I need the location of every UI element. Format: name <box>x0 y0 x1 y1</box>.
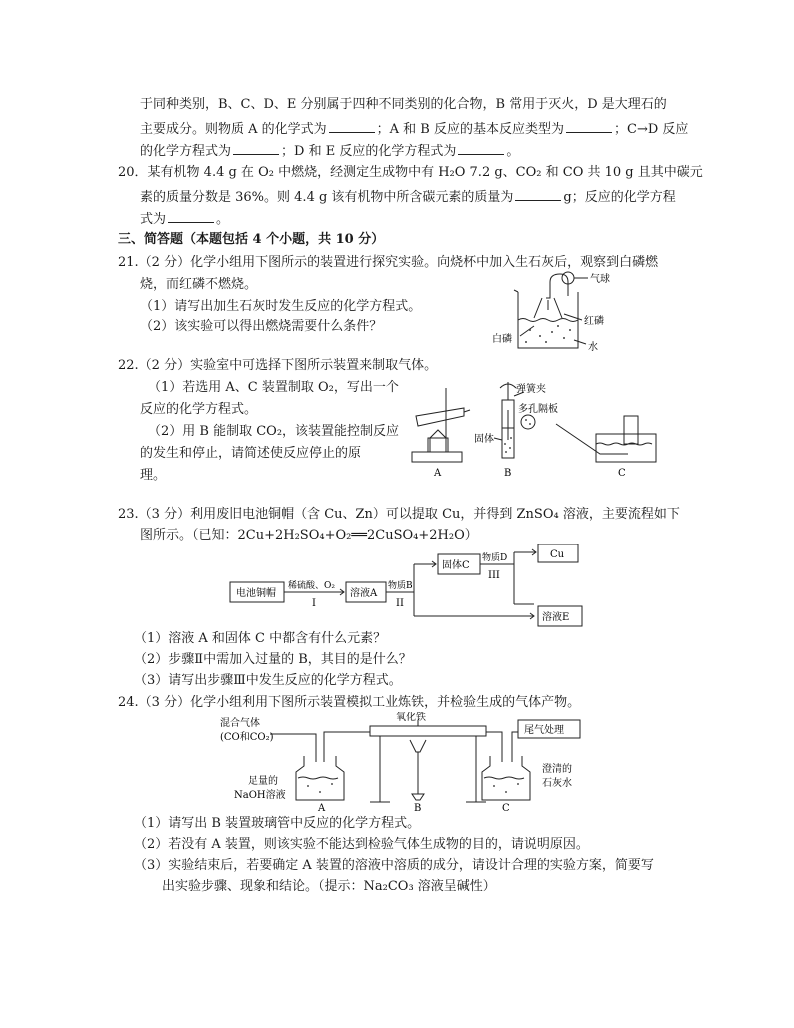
flow-solution-a: 溶液A <box>350 588 378 599</box>
plate-detail <box>521 415 535 429</box>
collecting-bottle <box>624 416 638 444</box>
q21-sub2: （2）该实验可以得出燃烧需要什么条件？ <box>140 319 383 334</box>
q24-sub1: （1）请写出 B 装置玻璃管中反应的化学方程式。 <box>134 816 421 831</box>
label-porous-plate: 多孔隔板 <box>518 404 558 415</box>
q19-text: ；C→D 反应 <box>614 122 689 137</box>
q23-sub2: （2）步骤Ⅱ中需加入过量的 B，其目的是什么？ <box>134 652 412 667</box>
flow-step3: III <box>488 570 500 581</box>
flow-step1: I <box>312 598 316 609</box>
q20-text: g；反应的化学方程 <box>563 190 676 205</box>
q24-sub3a: （3）实验结束后，若要确定 A 装置的溶液中溶质的成分，请设计合理的实验方案，简要写 <box>134 858 654 873</box>
q21-sub1: （1）请写出加生石灰时发生反应的化学方程式。 <box>140 299 422 314</box>
flow-reagent-d: 物质D <box>482 553 508 563</box>
q19-line1: 于同种类别，B、C、D、E 分别属于四种不同类别的化合物，B 常用于灭火，D 是大理石的 <box>140 97 667 112</box>
q24-figure <box>220 712 600 812</box>
flow-solid-c: 固体C <box>442 560 470 571</box>
q20-line1: 20．某有机物 4.4 g 在 O₂ 中燃烧，经测定生成物中有 H₂O 7.2 g、CO₂ 和 CO 共 10 g 且其中碳元 <box>118 165 703 180</box>
q20-text: 式为 <box>140 212 167 227</box>
q23-sub3: （3）请写出步骤Ⅲ中发生反应的化学方程式。 <box>134 673 402 688</box>
label-iron-oxide: 氧化铁 <box>396 712 426 723</box>
label-co-co2: (CO和CO₂) <box>220 732 274 743</box>
q22-figure <box>406 378 676 480</box>
label-c: C <box>618 468 626 479</box>
tube-top <box>546 274 568 298</box>
label-spring-clip: 弹簧夹 <box>516 384 546 395</box>
answer-blank[interactable] <box>168 209 214 223</box>
glass-tube-b <box>370 726 486 736</box>
label-lime2: 石灰水 <box>542 778 572 789</box>
label-naoh2: NaOH溶液 <box>234 790 286 801</box>
q23-flowchart <box>228 544 588 628</box>
flow-cu: Cu <box>550 549 565 560</box>
q19-text: 主要成分。则物质 A 的化学式为 <box>140 122 327 137</box>
answer-blank[interactable] <box>515 187 561 201</box>
q20-line2 <box>140 187 676 207</box>
q22-sub2c: 理。 <box>140 468 167 483</box>
stand-base <box>412 452 462 462</box>
q24-line1: 24.（3 分）化学小组利用下图所示装置模拟工业炼铁，并检验生成的气体产物。 <box>118 695 581 710</box>
q19-text: 。 <box>506 144 520 159</box>
q19-line2 <box>140 119 688 139</box>
burner-base <box>412 794 424 800</box>
label-naoh1: 足量的 <box>248 776 278 787</box>
flow-reagent-b: 物质B <box>388 581 413 591</box>
trough <box>596 434 656 462</box>
water-surface <box>518 319 578 322</box>
label-b: B <box>504 468 512 479</box>
q22-line1: 22.（2 分）实验室中可选择下图所示装置来制取气体。 <box>118 358 438 373</box>
label-lime1: 澄清的 <box>542 764 572 775</box>
gas-inlet-tube <box>270 734 316 762</box>
label-c: C <box>502 803 510 812</box>
q20-text: 素的质量分数是 36%。则 4.4 g 该有机物中所含碳元素的质量为 <box>140 190 514 205</box>
flow-solution-e: 溶液E <box>542 612 570 623</box>
q23-sub1: （1）溶液 A 和固体 C 中都含有什么元素？ <box>134 631 387 646</box>
section-heading: 三、简答题（本题包括 4 个小题，共 10 分） <box>118 232 385 247</box>
q22-sub1b: 反应的化学方程式。 <box>140 402 258 417</box>
label-balloon: 气球 <box>590 274 610 285</box>
label-a: A <box>434 468 442 479</box>
q24-sub2: （2）若没有 A 装置，则该实验不能达到检验气体生成物的目的，请说明原因。 <box>134 837 589 852</box>
q21-figure <box>490 270 620 360</box>
q23-line1: 23.（3 分）利用废旧电池铜帽（含 Cu、Zn）可以提取 Cu，并得到 ZnSO₄ 溶液，主要流程如下 <box>118 507 680 522</box>
answer-blank[interactable] <box>458 141 504 155</box>
flow-reagent1: 稀硫酸、O₂ <box>288 581 335 591</box>
q22-sub2b: 的发生和停止，请简述使反应停止的原 <box>140 446 362 461</box>
burner-flame <box>410 740 426 752</box>
label-mixed-gas: 混合气体 <box>220 718 260 729</box>
q20-text: 。 <box>216 212 230 227</box>
q20-line3 <box>140 209 229 229</box>
label-red-phosphorus: 红磷 <box>584 316 604 327</box>
label-solid: 固体 <box>474 434 494 445</box>
q21-line2: 烧，而红磷不燃烧。 <box>140 277 258 292</box>
test-tube-a <box>416 408 464 426</box>
q24-sub3b: 出实验步骤、现象和结论。（提示：Na₂CO₃ 溶液呈碱性） <box>162 879 496 894</box>
q19-text: ；A 和 B 反应的基本反应类型为 <box>376 122 564 137</box>
q22-sub1a: （1）若选用 A、C 装置制取 O₂，写出一个 <box>148 380 399 395</box>
label-a: A <box>318 803 326 812</box>
q22-sub2a: （2）用 B 能制取 CO₂，该装置能控制反应 <box>148 424 400 439</box>
answer-blank[interactable] <box>329 119 375 133</box>
q21-line1: 21.（2 分）化学小组用下图所示的装置进行探究实验。向烧杯中加入生石灰后，观察到白磷燃 <box>118 255 659 270</box>
y-tube <box>534 298 562 318</box>
q19-text: 的化学方程式为 <box>140 144 232 159</box>
q19-text: ；D 和 E 反应的化学方程式为 <box>281 144 457 159</box>
flow-step2: II <box>396 598 404 609</box>
label-tail-gas: 尾气处理 <box>524 725 564 736</box>
q19-line3 <box>140 141 519 161</box>
answer-blank[interactable] <box>566 119 612 133</box>
label-white-phosphorus: 白磷 <box>492 334 512 345</box>
burner <box>430 430 446 452</box>
delivery-tube <box>556 424 628 454</box>
label-b: B <box>414 803 422 812</box>
flow-battery-cap: 电池铜帽 <box>236 588 276 599</box>
q23-line2: 图所示。（已知：2Cu+2H₂SO₄+O₂══2CuSO₄+2H₂O） <box>140 528 478 543</box>
label-water: 水 <box>588 342 598 353</box>
answer-blank[interactable] <box>233 141 279 155</box>
